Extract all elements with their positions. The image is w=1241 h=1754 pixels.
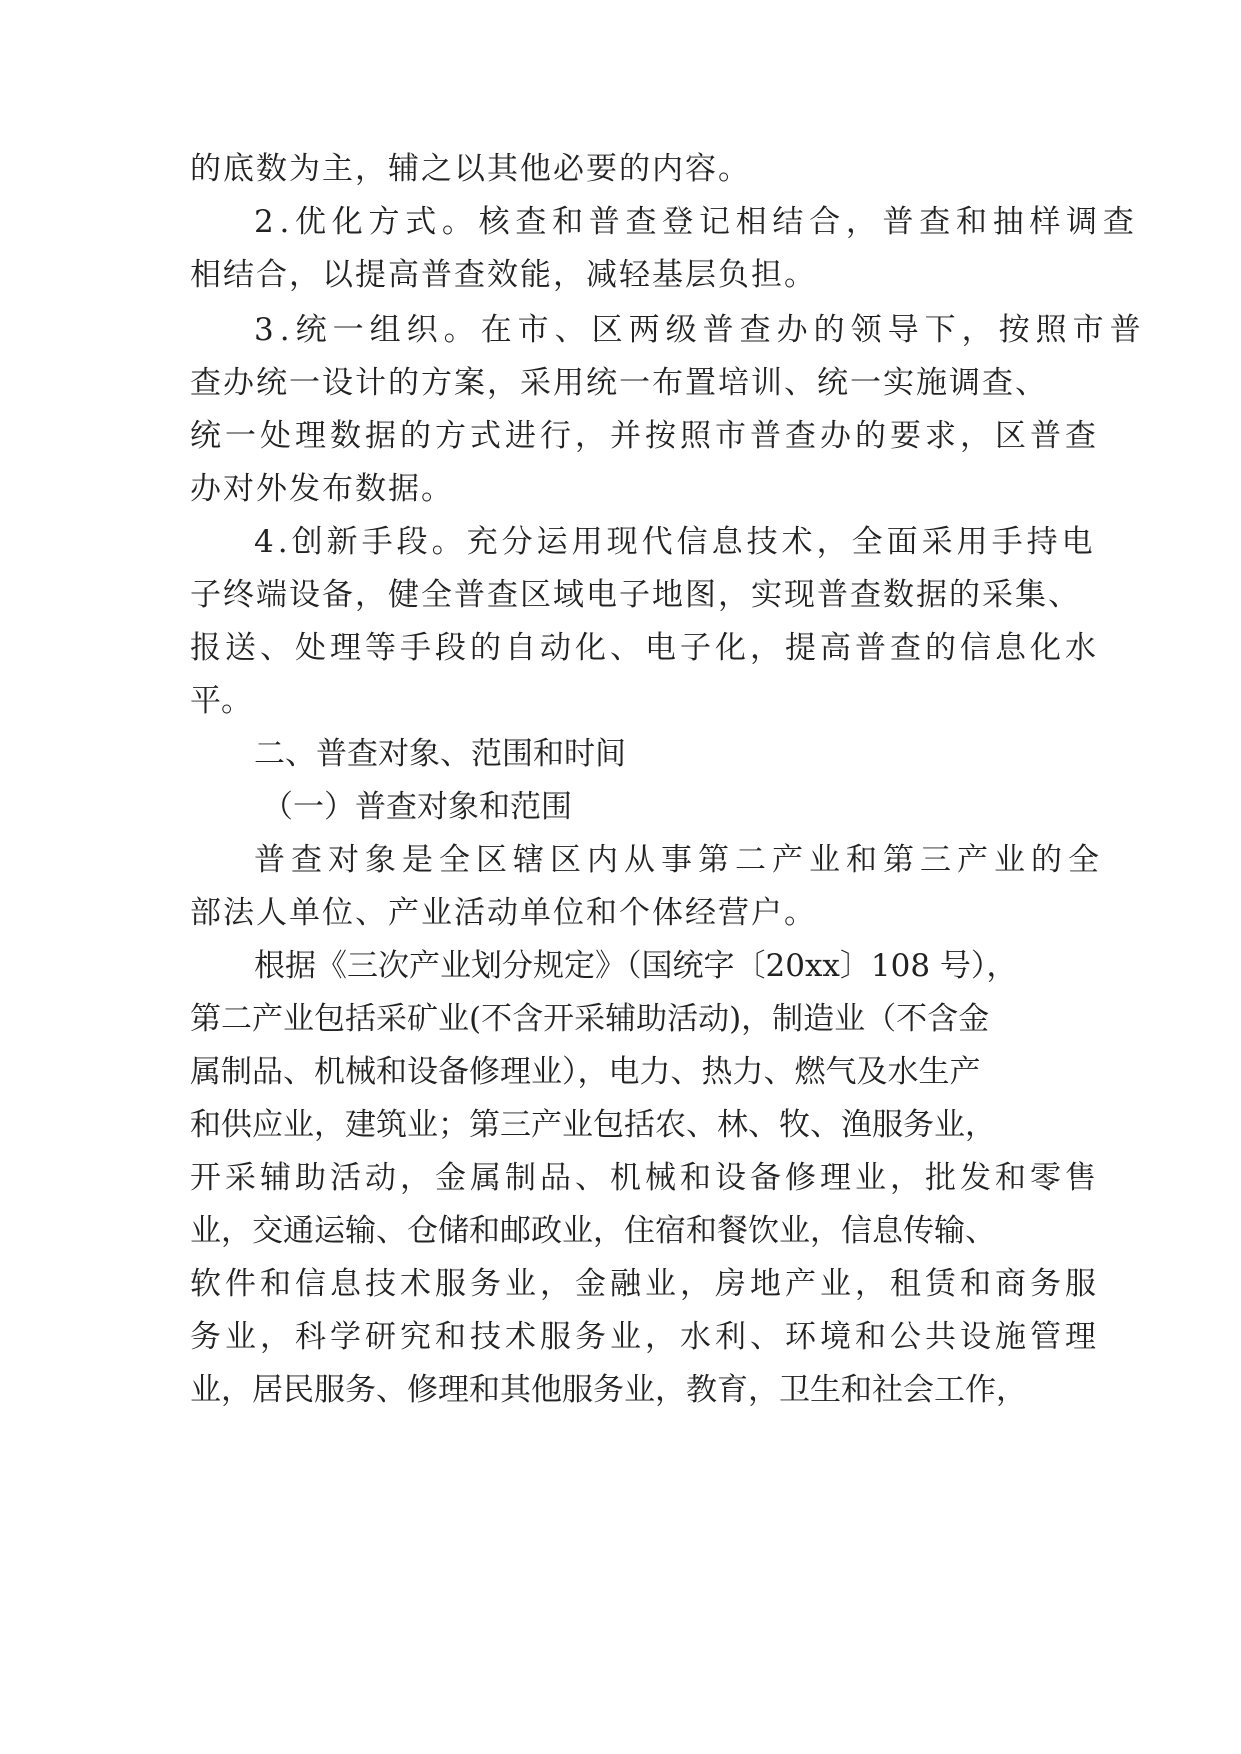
text-line: 办对外发布数据。 (190, 471, 454, 507)
text-line: 4.创新手段。充分运用现代信息技术，全面采用手持电 (254, 524, 1097, 560)
text-line: 统一处理数据的方式进行，并按照市普查办的要求，区普查 (190, 418, 1100, 454)
section-heading: 二、普查对象、范围和时间 (254, 736, 626, 772)
text-line: 3.统一组织。在市、区两级普查办的领导下，按照市普 (254, 312, 1147, 348)
text-line: 务业，科学研究和技术服务业，水利、环境和公共设施管理 (190, 1319, 1100, 1355)
text-line: 业，交通运输、仓储和邮政业，住宿和餐饮业，信息传输、 (190, 1213, 996, 1249)
text-line: 查办统一设计的方案，采用统一布置培训、统一实施调查、 (190, 365, 1048, 401)
text-line: 部法人单位、产业活动单位和个体经营户。 (190, 895, 817, 931)
text-line: 平。 (190, 683, 252, 719)
text-line: 业，居民服务、修理和其他服务业，教育，卫生和社会工作， (190, 1372, 1027, 1408)
text-line: 2 . 优 化 方 式 。 核 查 和 普 查 登 记 相 结 合 ， 普 查 和 抽 样 调 查 (254, 204, 1134, 240)
text-line: 的底数为主，辅之以其他必要的内容。 (190, 151, 751, 187)
subsection-heading: （一）普查对象和范围 (262, 789, 572, 825)
text-line: 开采辅助活动，金属制品、机械和设备修理业，批发和零售 (190, 1160, 1100, 1196)
text-line: 普查对象是全区辖区内从事第二产业和第三产业的全 (254, 842, 1105, 878)
text-line: 子终端设备，健全普查区域电子地图，实现普查数据的采集、 (190, 577, 1081, 613)
text-line: 和供应业，建筑业；第三产业包括农、林、牧、渔服务业， (190, 1107, 996, 1143)
text-line: 报送、处理等手段的自动化、电子化，提高普查的信息化水 (190, 630, 1100, 666)
text-line: 根据《三次产业划分规定》（国统字〔20xx〕108 号）， (254, 948, 1018, 984)
text-line: 属制品、机械和设备修理业），电力、热力、燃气及水生产 (190, 1054, 981, 1090)
text-line: 相结合，以提高普查效能，减轻基层负担。 (190, 257, 817, 293)
text-line: 软件和信息技术服务业，金融业，房地产业，租赁和商务服 (190, 1266, 1100, 1302)
text-line: 第二产业包括采矿业(不含开采辅助活动)，制造业（不含金 (190, 1001, 990, 1037)
